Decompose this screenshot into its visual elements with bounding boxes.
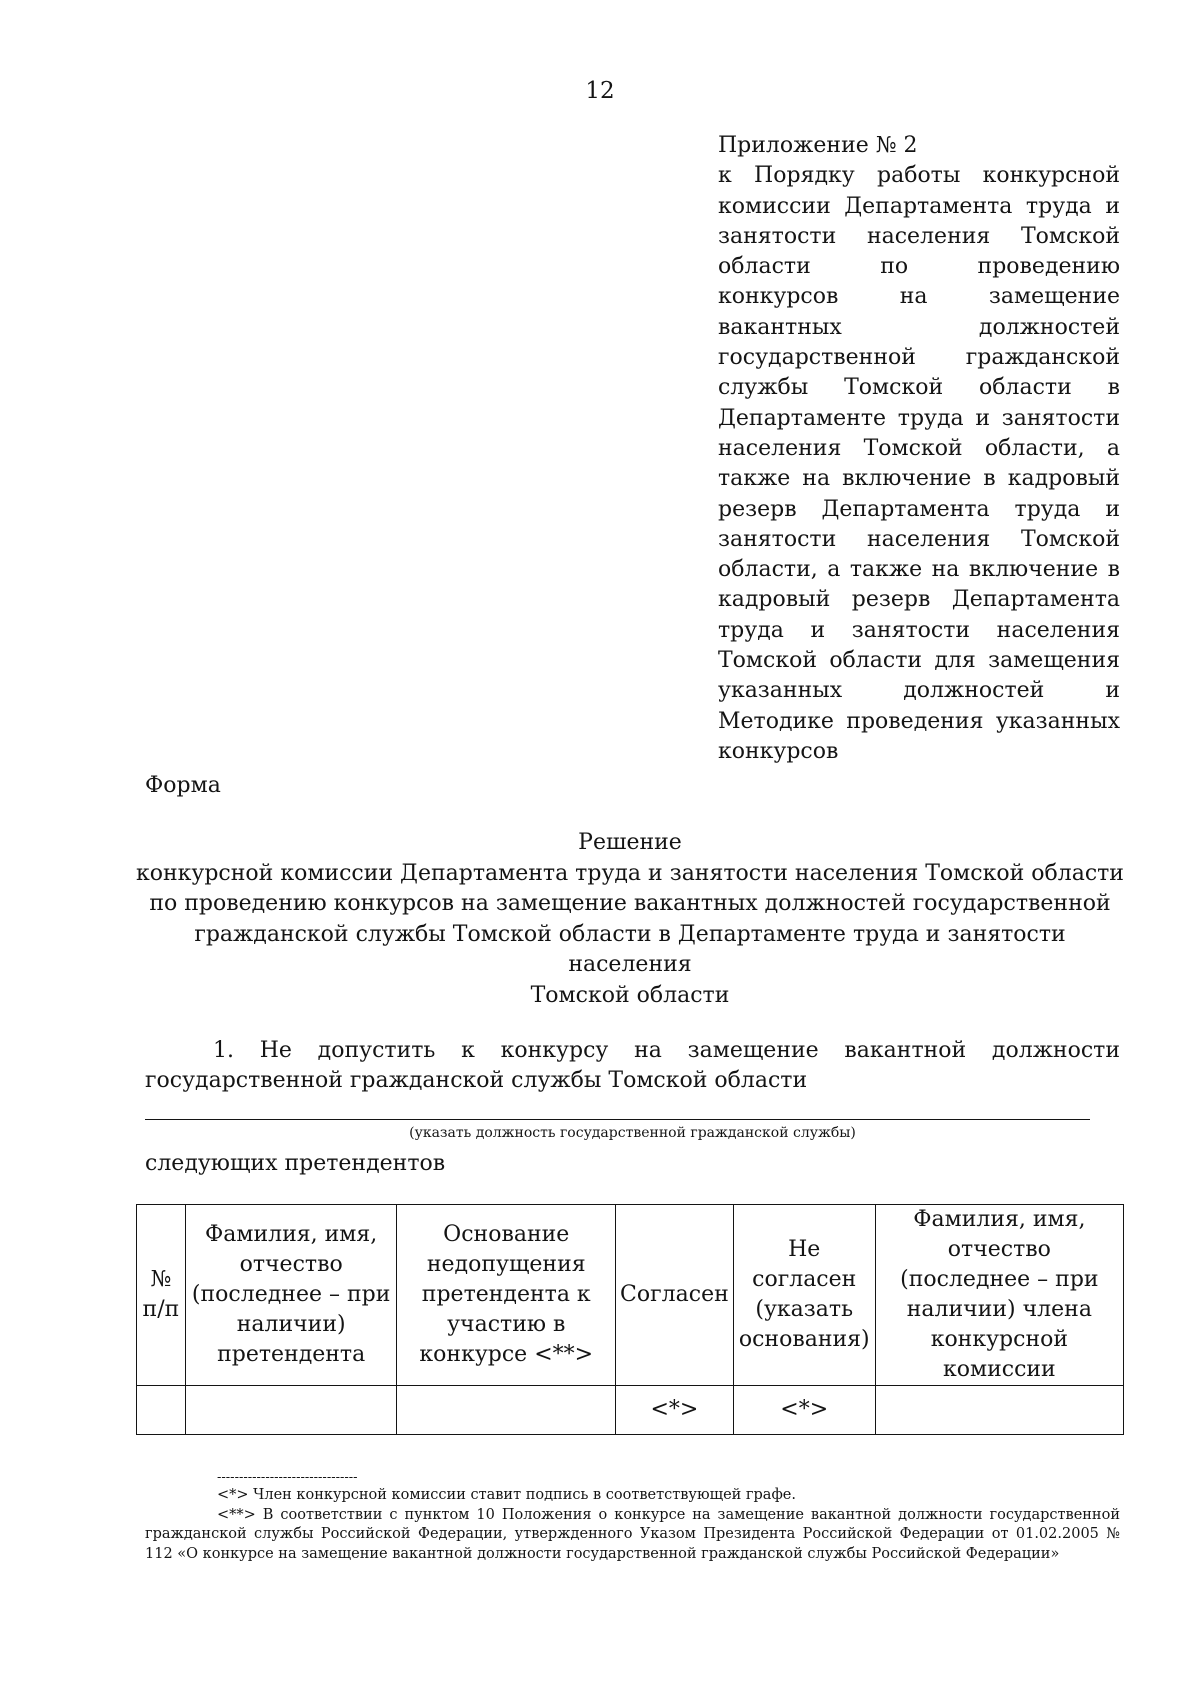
following-candidates-text: следующих претендентов <box>145 1151 446 1176</box>
cell-agree[interactable]: <*> <box>616 1386 734 1435</box>
table-row <box>137 1386 1124 1435</box>
position-fill-line[interactable] <box>145 1119 1090 1120</box>
position-fill-caption: (указать должность государственной гражданской службы) <box>409 1125 856 1141</box>
appendix-body: к Порядку работы конкурсной комиссии Департамента труда и занятости населения Томской области по проведению конкурсов на замещение вакантных должностей государственной гражданской службы Томской области в Департаменте труда и занятости населения Томской области, а также на включение в кадровый резерв Департамента труда и занятости населения Томской области, а также на включение в кадровый резерв Департамента труда и занятости населения Томской области для замещения указанных должностей и Методике проведения указанных конкурсов <box>718 163 1120 764</box>
cell-number[interactable] <box>137 1386 186 1435</box>
decision-line-2: по проведению конкурсов на замещение вакантных должностей государственной <box>149 891 1111 916</box>
decision-line-1: конкурсной комиссии Департамента труда и занятости населения Томской области <box>136 860 1124 886</box>
cell-disagree[interactable]: <*> <box>733 1386 875 1435</box>
header-number: № п/п <box>137 1205 186 1386</box>
table-header-row <box>137 1205 1124 1386</box>
footnotes-block <box>145 1486 1120 1564</box>
footnote-separator: -------------------------------- <box>217 1470 358 1485</box>
header-disagree: Не согласен (указать основания) <box>733 1205 875 1386</box>
cell-rejection-reason[interactable] <box>397 1386 616 1435</box>
cell-candidate-name[interactable] <box>185 1386 397 1435</box>
decision-heading-block <box>130 828 1130 1011</box>
header-member-name: Фамилия, имя, отчество (последнее – при наличии) члена конкурсной комиссии <box>875 1205 1123 1386</box>
form-label: Форма <box>145 773 221 798</box>
decision-heading: Решение <box>578 830 682 855</box>
paragraph-1: 1. Не допустить к конкурсу на замещение вакантной должности государственной гражданской службы Томской области <box>145 1038 1120 1093</box>
decision-line-4: Томской области <box>530 982 730 1008</box>
appendix-title: Приложение № 2 <box>718 133 918 158</box>
candidates-table <box>136 1204 1124 1435</box>
header-rejection-reason: Основание недопущения претендента к участию в конкурсе <**> <box>397 1205 616 1386</box>
header-agree: Согласен <box>616 1205 734 1386</box>
decision-line-3: гражданской службы Томской области в Департаменте труда и занятости населения <box>194 921 1066 977</box>
footnote-1: <*> Член конкурсной комиссии ставит подпись в соответствующей графе. <box>217 1487 796 1503</box>
appendix-block <box>718 131 1120 767</box>
footnote-2: <**> В соответствии с пунктом 10 Положения о конкурсе на замещение вакантной должности государственной гражданской службы Российской Федерации, утвержденного Указом Президента Российской Федерации от 01.02.2005 № 112 «О конкурсе на замещение вакантной должности государственной гражданской службы Российской Федерации» <box>145 1506 1120 1562</box>
cell-member-name[interactable] <box>875 1386 1123 1435</box>
page-number: 12 <box>585 78 615 104</box>
header-candidate-name: Фамилия, имя, отчество (последнее – при наличии) претендента <box>185 1205 397 1386</box>
